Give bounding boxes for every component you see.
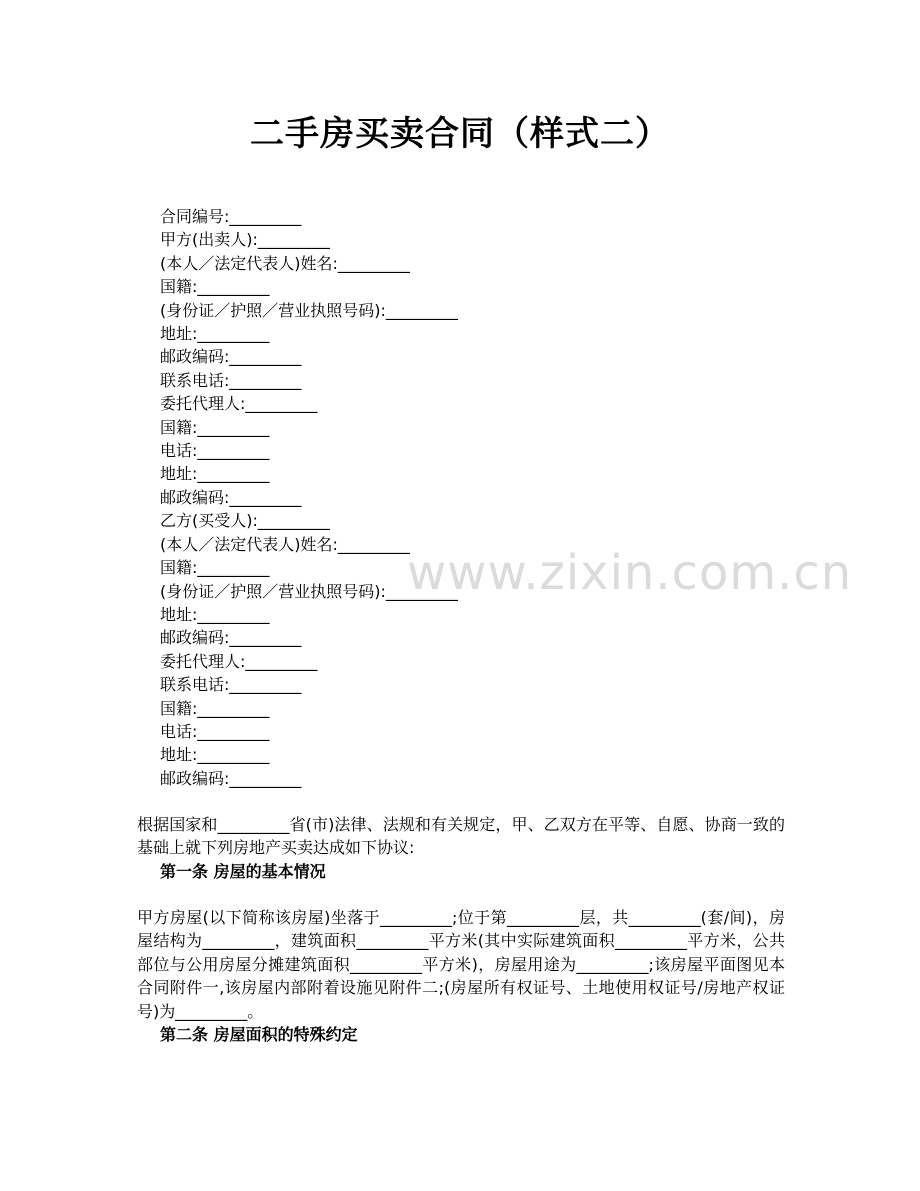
article-1-heading: 第一条 房屋的基本情况: [160, 861, 326, 881]
party-info-list: [160, 205, 458, 790]
article-2-heading: 第二条 房屋面积的特殊约定: [160, 1025, 358, 1045]
field-party-b-agent-address: 地址:_________: [160, 745, 270, 765]
article-1-section: [137, 906, 785, 1046]
field-party-b-nationality: 国籍:_________: [160, 558, 270, 578]
field-party-a-postcode: 邮政编码:_________: [160, 347, 302, 367]
field-party-b-agent: 委托代理人:_________: [160, 651, 318, 671]
field-party-b-phone: 联系电话:_________: [160, 675, 302, 695]
field-party-b: 乙方(买受人):_________: [160, 511, 330, 531]
field-party-a-id-number: (身份证／护照／营业执照号码):_________: [160, 300, 458, 320]
field-contract-number: 合同编号:_________: [160, 207, 302, 226]
field-party-a-address: 地址:_________: [160, 324, 270, 344]
field-party-a-agent-nationality: 国籍:_________: [160, 417, 270, 437]
field-party-a-phone: 联系电话:_________: [160, 370, 302, 390]
field-party-b-agent-phone: 电话:_________: [160, 721, 270, 741]
field-party-b-agent-postcode: 邮政编码:_________: [160, 768, 302, 788]
field-party-a-agent-address: 地址:_________: [160, 464, 270, 484]
field-party-a-nationality: 国籍:_________: [160, 277, 270, 297]
intro-paragraph: 根据国家和_________省(市)法律、法规和有关规定，甲、乙双方在平等、自愿、协商一致的基础上就下列房地产买卖达成如下协议:: [137, 815, 785, 858]
field-party-a-agent-postcode: 邮政编码:_________: [160, 487, 302, 507]
field-party-a-agent-phone: 电话:_________: [160, 441, 270, 461]
watermark: www.zixin.com.cn: [407, 545, 853, 601]
article-1-paragraph: 甲方房屋(以下简称该房屋)坐落于_________;位于第_________层，共_________(套/间)，房屋结构为_________，建筑面积_________平方米(其中实际建筑面积_________平方米，公共部位与公用房屋分摊建筑面积_________平方米)，房屋用途为_________;该房屋平面图见本合同附件一,该房屋内部附着设施见附件二;(房屋所有权证号、土地使用权证号/房地产权证号)为_________。: [137, 908, 785, 1021]
field-party-b-name: (本人／法定代表人)姓名:_________: [160, 534, 410, 554]
field-party-b-address: 地址:_________: [160, 604, 270, 624]
field-party-a: 甲方(出卖人):_________: [160, 230, 330, 250]
field-party-b-agent-nationality: 国籍:_________: [160, 698, 270, 718]
intro-section: [137, 813, 785, 883]
field-party-b-id-number: (身份证／护照／营业执照号码):_________: [160, 581, 458, 601]
field-party-b-postcode: 邮政编码:_________: [160, 628, 302, 648]
document-title: 二手房买卖合同（样式二）: [250, 114, 670, 154]
field-party-a-name: (本人／法定代表人)姓名:_________: [160, 253, 410, 273]
field-party-a-agent: 委托代理人:_________: [160, 394, 318, 414]
